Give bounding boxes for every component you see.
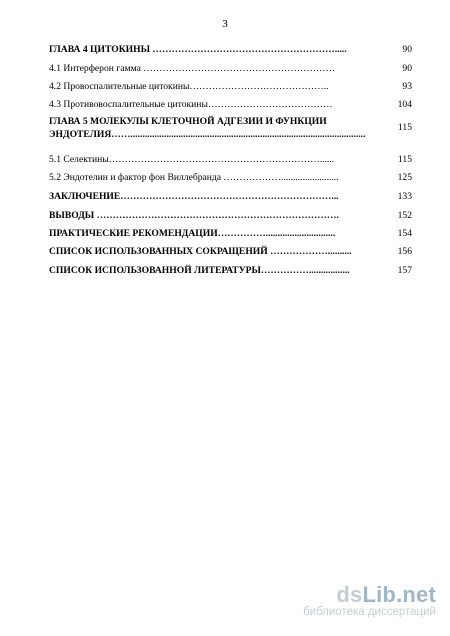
toc-entry-title: 4.1 Интерферон гамма …………………………………………………… — [49, 63, 336, 74]
watermark — [303, 582, 436, 618]
watermark-logo — [303, 582, 436, 608]
toc-entry-title: ВЫВОДЫ …………………………………………………………………. — [49, 210, 339, 221]
toc-entry-title: ГЛАВА 5 МОЛЕКУЛЫ КЛЕТОЧНОЙ АДГЕЗИИ И ФУНКЦИИ ЭНДОТЕЛИЯ…….................................................................................................. — [49, 116, 366, 140]
toc-entry-title: 5.2 Эндотелин и фактор фон Виллебранда ………………........................ — [49, 172, 339, 183]
toc-entry-page: 90 — [402, 63, 412, 74]
toc-entry-page: 133 — [397, 191, 412, 202]
toc-entry-page: 115 — [397, 122, 412, 133]
toc-entry-title: 4.2 Провоспалительные цитокины…………………………………….. — [49, 81, 329, 92]
watermark-logo-suffix: Lib.net — [362, 582, 436, 607]
watermark-tagline: библиотека диссертаций — [303, 606, 436, 618]
toc-entry-page: 104 — [397, 99, 412, 110]
toc-entry-page: 154 — [397, 228, 412, 239]
toc-entry-title: ГЛАВА 4 ЦИТОКИНЫ …………………………………………………..... — [49, 44, 347, 55]
page-number: 3 — [222, 18, 228, 30]
toc-entry-page: 93 — [402, 81, 412, 92]
toc-entry-page: 152 — [397, 210, 412, 221]
toc-entry-title: СПИСОК ИСПОЛЬЗОВАННЫХ СОКРАЩЕНИЙ ……………….......... — [49, 246, 352, 257]
toc-entry-title: ПРАКТИЧЕСКИЕ РЕКОМЕНДАЦИИ……………............................. — [49, 228, 336, 239]
toc-entry-title: СПИСОК ИСПОЛЬЗОВАННОЙ ЛИТЕРАТУРЫ……………................. — [49, 265, 350, 276]
toc-entry-page: 157 — [397, 265, 412, 276]
toc-entry-title: 5.1 Селектины…………………………………………………………...... — [49, 154, 335, 165]
toc-entry-page: 156 — [397, 246, 412, 257]
toc-entry-page: 90 — [402, 44, 412, 55]
toc-entry-page: 125 — [397, 172, 412, 183]
toc-entry-page: 115 — [397, 154, 412, 165]
toc-entry-title: ЗАКЛЮЧЕНИЕ…………………………………………………………... — [49, 191, 339, 202]
toc-entry-title: 4.3 Противовоспалительные цитокины………………………………… — [49, 99, 333, 110]
watermark-logo-prefix: ds — [336, 582, 363, 607]
